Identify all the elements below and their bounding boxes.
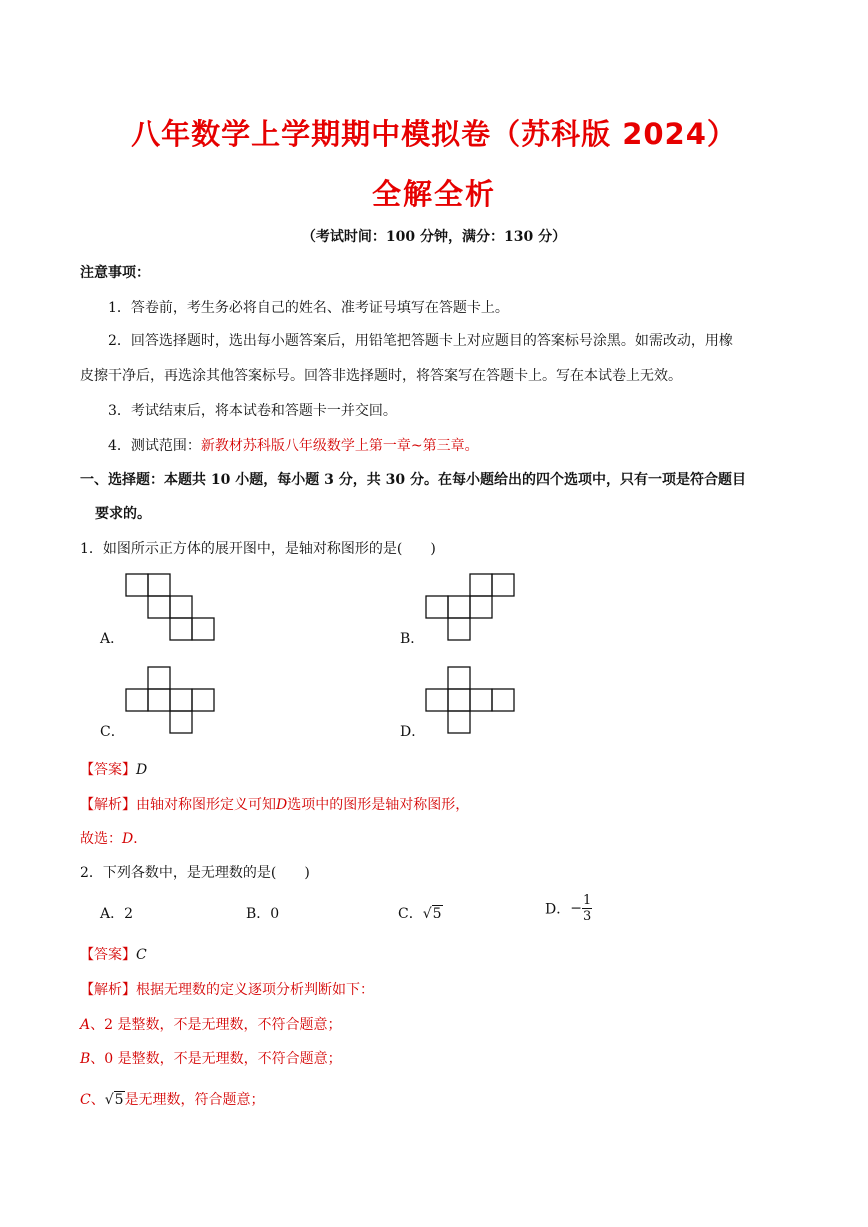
q1-option-d-label: D． <box>400 724 426 740</box>
q2-line-c-text: 是无理数，符合题意； <box>124 1092 265 1108</box>
q1-option-d-cube-net <box>426 667 516 733</box>
document-subtitle: 全解全析 <box>371 177 496 211</box>
document-title: 八年数学上学期期中模拟卷（苏科版 2024） <box>131 117 737 151</box>
q1-option-a-cube-net <box>126 574 216 640</box>
exam-info: （考试时间：100 分钟，满分：130 分） <box>301 229 567 245</box>
sqrt-symbol: √5 <box>422 906 442 922</box>
q1-answer <box>80 759 147 779</box>
q1-choose <box>80 828 147 848</box>
q1-analysis-var: D <box>276 797 288 813</box>
section-1-heading-line-1: 一、选择题：本题共 10 小题，每小题 3 分，共 30 分。在每小题给出的四个选项中，只有一项是符合题目 <box>80 472 746 488</box>
q2-line-a-var: A <box>80 1017 91 1033</box>
q1-choose-suffix: ． <box>133 831 148 847</box>
q2-option-d-sign: − <box>570 900 582 917</box>
q1-analysis-text-2: 选项中的图形是轴对称图形， <box>287 797 470 813</box>
q2-analysis-tag: 【解析】 <box>80 982 136 998</box>
notes-heading: 注意事项： <box>80 265 150 281</box>
q2-option-a: A．2 <box>100 906 134 922</box>
q2-line-b-var: B <box>80 1051 91 1067</box>
q2-line-a-text: 、2 是整数，不是无理数，不符合题意； <box>90 1017 342 1033</box>
section-1-heading-line-2: 要求的。 <box>95 506 151 522</box>
q1-answer-value: D <box>136 762 148 778</box>
q2-analysis <box>80 979 374 999</box>
q2-option-d-denominator: 3 <box>582 909 592 924</box>
q1-stem: 1．如图所示正方体的展开图中，是轴对称图形的是( ) <box>80 541 436 557</box>
note-item-2-line-2: 皮擦干净后，再选涂其他答案标号。回答非选择题时，将答案写在答题卡上。写在本试卷上无效。 <box>80 368 682 384</box>
q2-option-b: B．0 <box>246 906 280 922</box>
q2-answer <box>80 944 147 964</box>
q1-option-b-cube-net <box>426 574 516 640</box>
q2-answer-tag: 【答案】 <box>80 947 136 963</box>
q2-analysis-line-b <box>80 1048 342 1068</box>
q2-option-d <box>545 893 592 924</box>
q1-answer-tag: 【答案】 <box>80 762 136 778</box>
q2-answer-value: C <box>136 947 147 963</box>
q2-analysis-intro: 根据无理数的定义逐项分析判断如下： <box>136 982 374 998</box>
note-item-1: 1．答卷前，考生务必将自己的姓名、准考证号填写在答题卡上。 <box>108 300 509 316</box>
q2-line-c-radicand: 5 <box>114 1092 124 1108</box>
q2-option-c <box>398 903 443 923</box>
note-item-2-line-1: 2．回答选择题时，选出每小题答案后，用铅笔把答题卡上对应题目的答案标号涂黑。如需改动，用橡 <box>108 333 733 349</box>
q2-analysis-line-a <box>80 1014 341 1034</box>
q1-option-a-label: A． <box>100 631 125 647</box>
q2-line-b-text: 、0 是整数，不是无理数，不符合题意； <box>90 1051 342 1067</box>
q1-analysis-tag: 【解析】 <box>80 797 136 813</box>
q2-line-c-sep: 、 <box>90 1092 105 1108</box>
q2-option-d-numerator: 1 <box>582 893 592 908</box>
note-item-3: 3．考试结束后，将本试卷和答题卡一并交回。 <box>108 403 397 419</box>
note-item-4-scope: 新教材苏科版八年级数学上第一章~第三章。 <box>200 438 479 454</box>
note-item-4-prefix: 4．测试范围： <box>108 438 201 454</box>
q1-option-b-label: B． <box>400 631 425 647</box>
note-item-4 <box>108 435 479 455</box>
q2-analysis-line-c <box>80 1089 265 1109</box>
q2-stem: 2．下列各数中，是无理数的是( ) <box>80 865 310 881</box>
q1-analysis-text-1: 由轴对称图形定义可知 <box>136 797 276 813</box>
q2-option-c-label: C． <box>398 906 423 922</box>
q1-choose-var: D <box>122 831 134 847</box>
q2-option-d-label: D． <box>545 901 571 918</box>
q2-option-c-radicand: 5 <box>432 906 442 922</box>
q1-option-c-cube-net <box>126 667 216 733</box>
q2-option-d-fraction <box>582 893 592 924</box>
q1-choose-prefix: 故选： <box>80 831 122 847</box>
sqrt-symbol: √5 <box>104 1092 124 1108</box>
q1-option-c-label: C． <box>100 724 125 740</box>
q1-analysis <box>80 794 469 814</box>
q2-line-c-var: C <box>80 1092 91 1108</box>
